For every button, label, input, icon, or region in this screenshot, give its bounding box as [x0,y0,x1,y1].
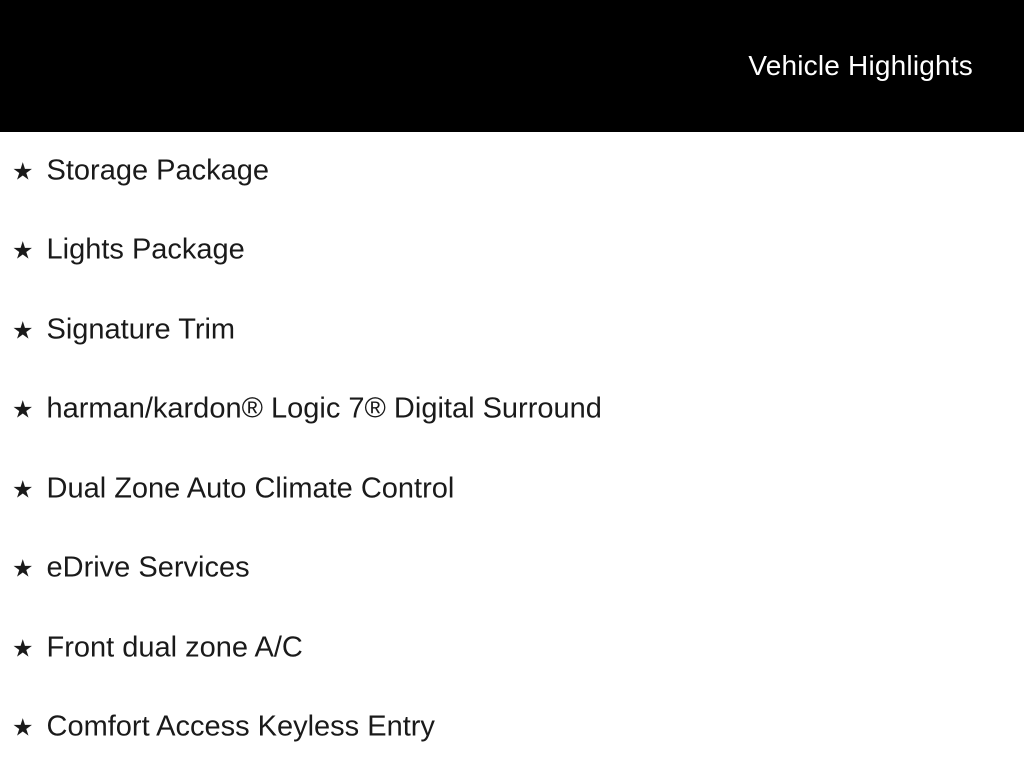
list-item [0,291,1024,371]
star-icon: ★ [12,555,34,583]
star-icon: ★ [12,158,34,186]
list-item [0,609,1024,689]
list-item [0,530,1024,610]
star-icon: ★ [12,237,34,265]
highlight-label: harman/kardon® Logic 7® Digital Surround [46,392,602,425]
highlight-label: eDrive Services [46,551,250,584]
list-item [0,132,1024,212]
list-item [0,371,1024,451]
highlights-list [0,132,1024,768]
highlight-label: Lights Package [46,233,245,266]
highlight-label: Dual Zone Auto Climate Control [46,472,455,505]
star-icon: ★ [12,317,34,345]
star-icon: ★ [12,635,34,663]
highlight-label: Comfort Access Keyless Entry [46,710,435,743]
list-item [0,689,1024,768]
highlight-label: Storage Package [46,154,269,187]
star-icon: ★ [12,476,34,504]
page-title: Vehicle Highlights [748,50,973,81]
highlight-label: Signature Trim [46,313,236,346]
list-item [0,212,1024,292]
highlight-label: Front dual zone A/C [46,631,303,664]
star-icon: ★ [12,714,34,742]
star-icon: ★ [12,396,34,424]
page-header [0,0,1024,132]
list-item [0,450,1024,530]
